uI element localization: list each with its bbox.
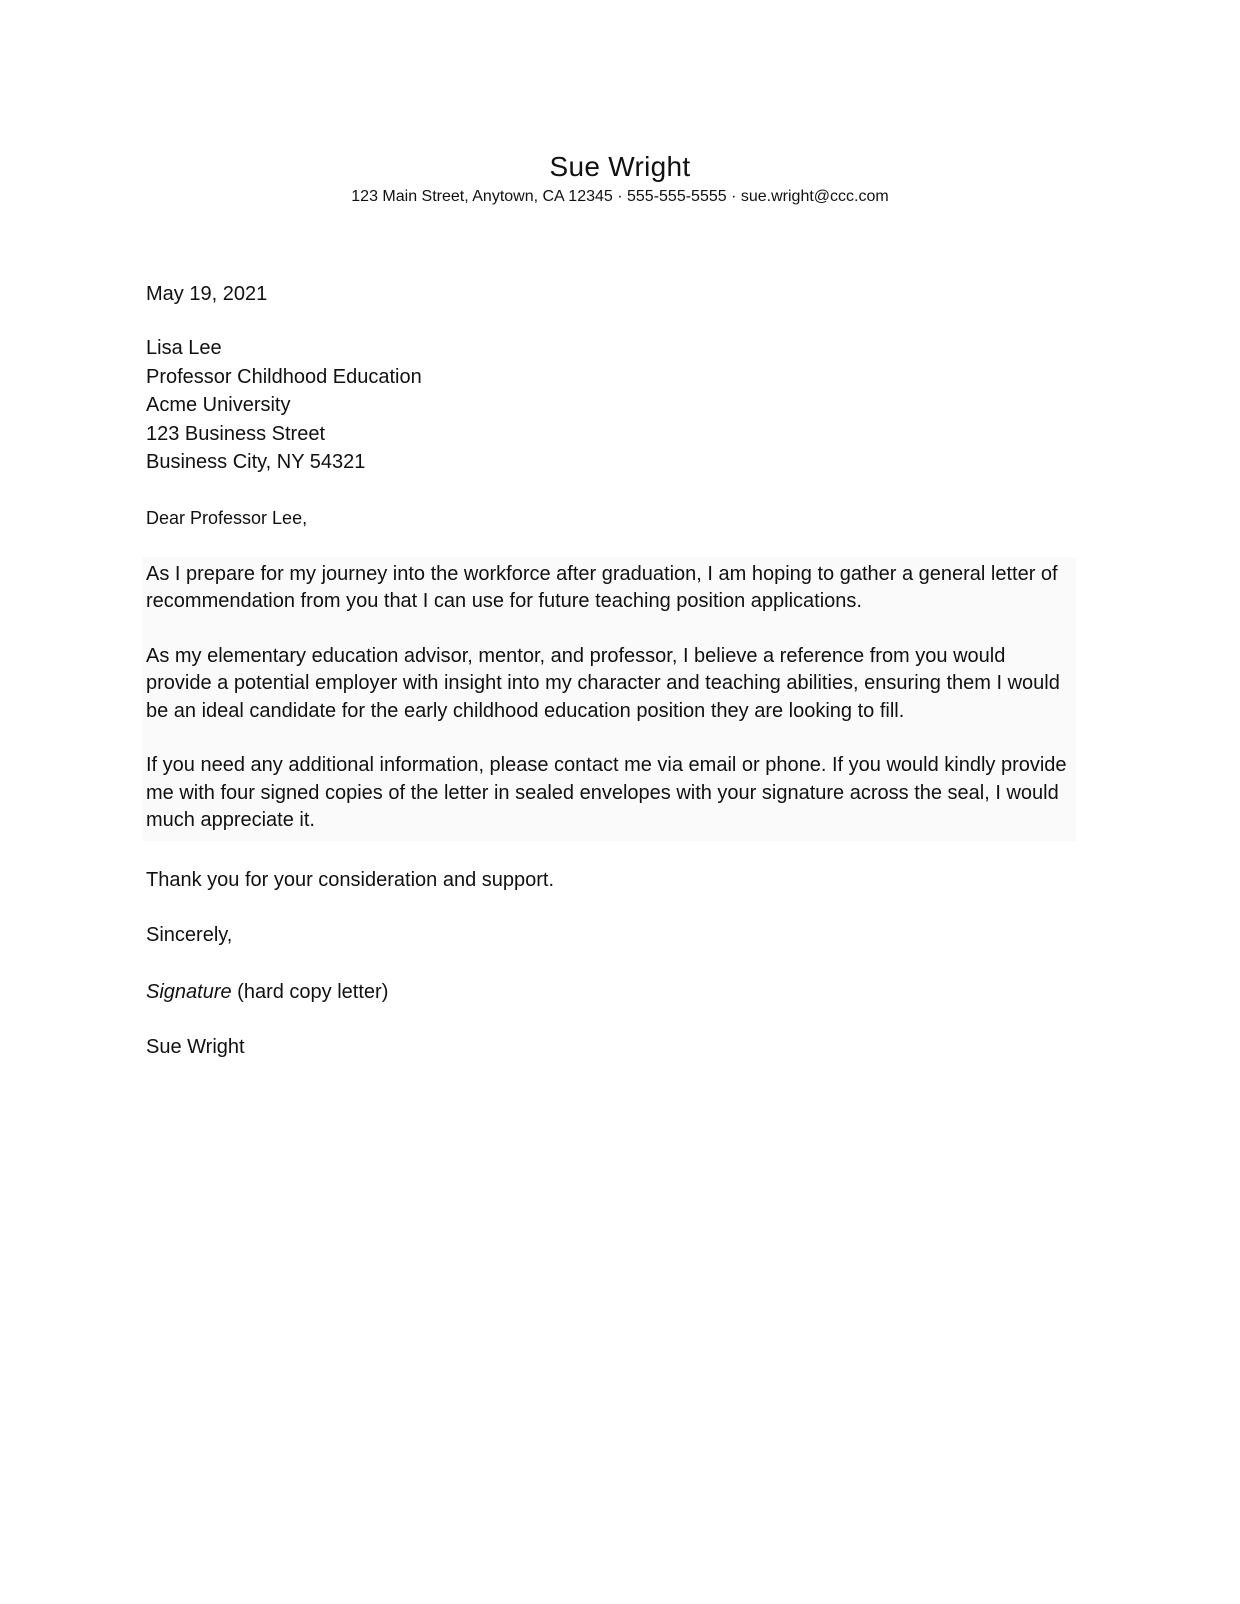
body-paragraph: As my elementary education advisor, mentor, and professor, I believe a reference from you would provide a potential employer with insight into my character and teaching abilities, ensuring them I would be an ideal candidate for the early childhood education position they are looking to fill.	[146, 644, 1060, 722]
signature-label: Signature	[146, 980, 232, 1003]
thanks-line: Thank you for your consideration and support.	[146, 868, 555, 891]
recipient-city: Business City, NY 54321	[146, 451, 366, 473]
recipient-title: Professor Childhood Education	[146, 365, 422, 388]
signature-line	[146, 978, 1086, 1006]
letter-body	[146, 280, 1086, 1061]
recipient-organization: Acme University	[146, 394, 291, 416]
letter-date: May 19, 2021	[146, 283, 268, 305]
signer-name: Sue Wright	[146, 1035, 245, 1058]
recipient-street: 123 Business Street	[146, 422, 325, 445]
salutation: Dear Professor Lee,	[146, 507, 308, 528]
letter-header	[0, 150, 1240, 208]
body-paragraph: If you need any additional information, please contact me via email or phone. If you would kindly provide me with four signed copies of the letter in sealed envelopes with your signature across the seal, I would much appreciate it.	[146, 754, 1067, 831]
sender-contact: 123 Main Street, Anytown, CA 12345 · 555-555-5555 · sue.wright@ccc.com	[351, 188, 889, 205]
recipient-name: Lisa Lee	[146, 337, 222, 359]
letter-main-paragraphs	[142, 557, 1076, 841]
body-paragraph: As I prepare for my journey into the workforce after graduation, I am hoping to gather a general letter of recommendation from you that I can use for future teaching position applications.	[146, 562, 1058, 612]
signature-note: (hard copy letter)	[231, 980, 389, 1003]
sender-name: Sue Wright	[549, 151, 691, 182]
recipient-address	[146, 334, 1086, 477]
closing: Sincerely,	[146, 923, 233, 946]
